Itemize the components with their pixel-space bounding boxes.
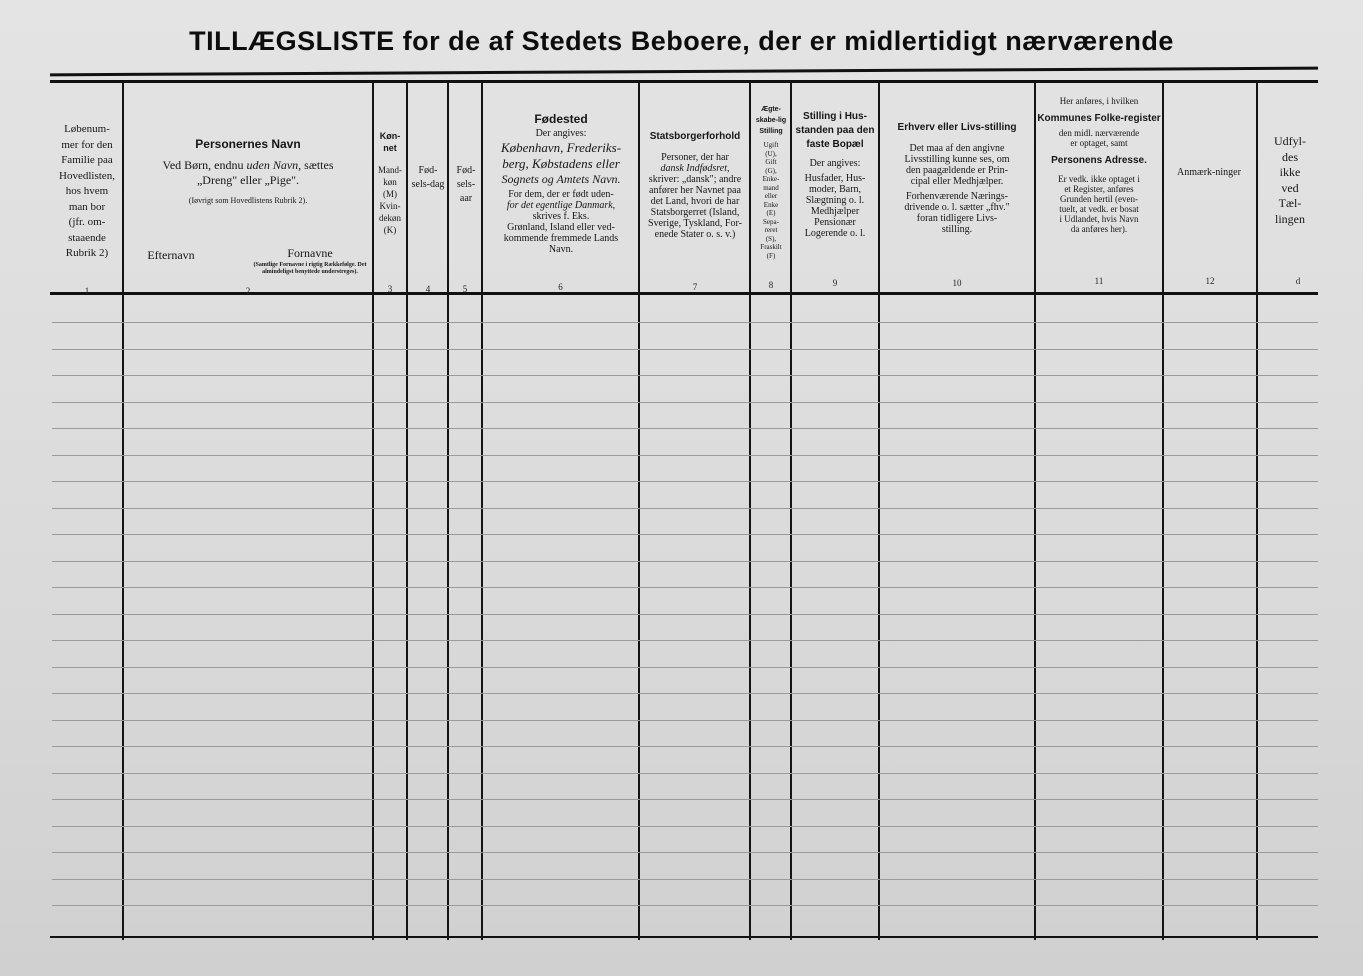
col-11-header: Her anføres, i hvilken Kommunes Folke-register den midl. nærværende er optaget, samt Personens Adresse. Er vedk. ikke optaget i et Register, anføres Grunden hertil (even- tuelt, at vedk. er bosat i Udlandet, hvis Navn da anføres her). [1037, 96, 1161, 234]
col-10-header: Erhverv eller Livs-stilling Det maa af den angivne Livsstilling kunne ses, om den paagældende er Prin- cipal eller Medhjælper. Forhenværende Nærings- drivende o. l. sætter „fhv." foran tidligere Livs- stilling. [897, 122, 1017, 235]
col-number: 5 [462, 284, 468, 294]
col-number: 4 [425, 284, 431, 294]
ruled-line [52, 481, 1318, 482]
col-9-header: Stilling i Hus-standen paa den faste Bopæl Der angives: Husfader, Hus- moder, Barn, Slægtning o. l. Medhjælper Pensionær Logerende o. l. [795, 111, 875, 239]
col-3-header: Køn-net Mand- køn (M) Kvin- dekøn (K) [378, 131, 402, 235]
ruled-line [52, 402, 1318, 403]
ruled-line [52, 455, 1318, 456]
col-2-header: Personernes Navn Ved Børn, endnu uden Navn, sættes „Dreng" eller „Pige". (Iøvrigt som Hovedlistens Rubrik 2). [162, 137, 334, 205]
ruled-line [52, 826, 1318, 827]
ruled-line [52, 322, 1318, 323]
header-top-rule [50, 80, 1318, 83]
col-divider [447, 82, 449, 940]
col-divider [1256, 82, 1258, 940]
col-number: d [1295, 276, 1301, 286]
col-d-header: Udfyl- des ikke ved Tæl- lingen [1274, 134, 1306, 226]
top-rule [50, 67, 1318, 77]
given-names-subheader: Fornavne [287, 246, 333, 260]
form-bottom-rule [50, 936, 1318, 938]
col-number: 10 [952, 278, 962, 288]
ruled-line [52, 375, 1318, 376]
ruled-line [52, 349, 1318, 350]
col-number: 3 [387, 284, 393, 294]
col-divider [406, 82, 408, 940]
ruled-line [52, 508, 1318, 509]
col-divider [122, 82, 124, 940]
col-number: 9 [832, 278, 838, 288]
surname-subheader: Efternavn [147, 248, 195, 262]
col-divider [481, 82, 483, 940]
col-number: 7 [692, 282, 698, 292]
ruled-line [52, 879, 1318, 880]
ruled-line [52, 852, 1318, 853]
ruled-line [52, 905, 1318, 906]
ruled-line [52, 587, 1318, 588]
ruled-line [52, 720, 1318, 721]
given-names-note: (Samtlige Fornavne i rigtig Rækkefølge. Det almindeligst benyttede understreges). [253, 262, 367, 275]
ruled-line [52, 561, 1318, 562]
col-number: 11 [1094, 276, 1104, 286]
col-number: 12 [1205, 276, 1215, 286]
col-number: 2 [245, 286, 251, 296]
ruled-line [52, 773, 1318, 774]
col-divider [1162, 82, 1164, 940]
col-12-header: Anmærk-ninger [1177, 167, 1241, 178]
ruled-line [52, 746, 1318, 747]
ruled-line [52, 667, 1318, 668]
col-number: 1 [84, 286, 90, 296]
col-4-header: Fød-sels-dag [411, 165, 445, 190]
col-5-header: Fød-sels-aar [456, 165, 476, 204]
ruled-line [52, 799, 1318, 800]
col-1-header: Løbenum- mer for den Familie paa Hovedlisten, hos hvem man bor (jfr. om- staaende Rubrik 2) [59, 123, 115, 259]
col-8-header: Ægte-skabe-lig Stilling Ugift (U), Gift (G), Enke- mand eller Enke (E) Sepa- reret (S), Fraskilt (F) [755, 106, 787, 260]
form-title: TILLÆGSLISTE for de af Stedets Beboere, der er midlertidigt nærværende [189, 26, 1174, 56]
col-number: 8 [768, 280, 774, 290]
col-7-header: Statsborgerforhold Personer, der har dansk Indfødsret, skriver: „dansk"; andre anfører her Navnet paa det Land, hvori de har Statsborgerret (Island, Sverige, Tyskland, For- enede Stater o. s. v.) [648, 131, 742, 240]
ruled-line [52, 614, 1318, 615]
ruled-line [52, 534, 1318, 535]
ruled-line [52, 693, 1318, 694]
ruled-line [52, 640, 1318, 641]
ruled-line [52, 428, 1318, 429]
col-number: 6 [558, 282, 563, 292]
col-6-header: Fødested Der angives: København, Frederiks- berg, Købstadens eller Sognets og Amtets Navn. For dem, der er født uden- for det egentlige Danmark, skrives f. Eks. Grønland, Island eller ved- kommende fremmede Lands Navn. [500, 112, 622, 255]
